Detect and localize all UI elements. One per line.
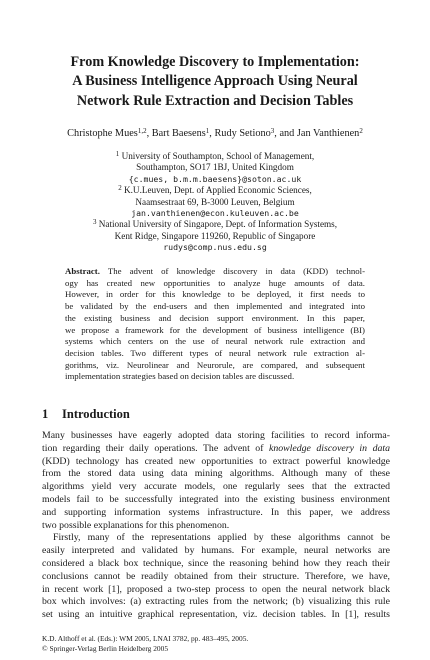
author-name: Bart Baesens — [151, 128, 206, 139]
author-affil-mark: 3 — [270, 127, 275, 135]
abstract — [65, 266, 365, 383]
affiliation-line — [40, 185, 390, 196]
abstract-line: ogy has created new opportunities to analyze huge amounts of data. — [65, 277, 365, 288]
author-separator: , — [209, 128, 215, 139]
abstract-line — [65, 266, 365, 278]
author-name: Jan Vanthienen — [296, 128, 360, 139]
body-line: box which involves: (a) extracting rules from the network; (b) visualizing this rule — [42, 596, 390, 608]
affiliation-text: K.U.Leuven, Dept. of Applied Economic Sciences, — [124, 185, 312, 196]
author-separator: , and — [274, 128, 297, 139]
section-title: Introduction — [62, 407, 130, 421]
body-line: and supporting information systems infrastructure. In this paper, we address — [42, 506, 390, 518]
affiliation-line — [40, 151, 390, 162]
abstract-line: we propose a framework for the development of business intelligence (BI) — [65, 324, 365, 335]
title-line: Network Rule Extraction and Decision Tables — [76, 92, 354, 109]
section-number: 1 — [42, 407, 49, 421]
title-line: A Business Intelligence Approach Using Neural — [72, 73, 358, 90]
abstract-line: systems which centers on the use of neural network rule extraction and — [65, 336, 365, 347]
body-line: two possible explanations for this phenomenon. — [42, 519, 230, 531]
abstract-text: The advent of knowledge discovery in data (KDD) technol- — [107, 266, 366, 276]
affiliation-mark: 1 — [115, 150, 120, 158]
author-name: Christophe Mues — [67, 128, 138, 139]
body-line: set using an intuitive graphical representation, viz. decision tables. In [1], results — [42, 609, 390, 621]
abstract-line: the existing business and decision support environment. In this paper, — [65, 312, 365, 323]
abstract-line: decision tables. Two different types of neural network rule extraction al- — [65, 347, 365, 358]
abstract-label: Abstract. — [65, 266, 100, 276]
author-affil-mark: 1,2 — [137, 127, 147, 135]
footer-line: K.D. Althoff et al. (Eds.): WM 2005, LNAI 3782, pp. 483–495, 2005. — [42, 634, 249, 643]
body-line: models fail to be successfully integrated into the existing business environment — [42, 493, 390, 505]
author-affil-mark: 2 — [359, 127, 363, 135]
footer-line: © Springer-Verlag Berlin Heidelberg 2005 — [42, 643, 169, 653]
abstract-line: implementation strategies based on decision tables are discussed. — [65, 371, 295, 382]
affiliation-mark: 2 — [118, 184, 122, 193]
affiliation-line: Southampton, SO17 1BJ, United Kingdom — [136, 162, 294, 173]
body-line: (KDD) technology has created new opportunities to extract powerful knowledge — [42, 455, 390, 467]
affiliation-line — [40, 219, 390, 230]
affiliation-mark: 3 — [92, 218, 97, 227]
section-heading — [42, 406, 130, 422]
abstract-line: However, in order for this knowledge to be deployed, it first needs to — [65, 289, 365, 300]
body-line: Firstly, many of the representations applied by these algorithms cannot be — [53, 532, 390, 544]
author-list — [20, 127, 410, 140]
affiliation-email: jan.vanthienen@econ.kuleuven.ac.be — [131, 208, 299, 219]
affiliation-line: Naamsestraat 69, B-3000 Leuven, Belgium — [135, 196, 295, 207]
body-line: considered a black box technique, since the reasoning behind how they reach their — [42, 557, 390, 569]
body-line: conclusions cannot be readily obtained from their structure. Therefore, we have, — [42, 570, 390, 582]
affiliation-email: {c.mues, b.m.m.baesens}@soton.ac.uk — [128, 173, 302, 184]
paper-title — [20, 53, 410, 111]
author-separator: , — [146, 128, 152, 139]
body-line: tion regarding their daily operations. The advent of knowledge discovery in data — [42, 442, 390, 454]
abstract-line: be validated by the end-users and then implemented and integrated into — [65, 301, 365, 312]
body-line: Many businesses have eagerly adopted data storing facilities to record informa- — [42, 430, 390, 441]
abstract-line: gorithms, viz. Neurolinear and Neurorule, are compared, and subsequent — [65, 359, 365, 370]
affiliation-line: Kent Ridge, Singapore 119260, Republic of Singapore — [114, 230, 316, 241]
body-text — [42, 430, 390, 622]
body-line: algorithms yield very accurate models, one regularly sees that the extracted — [42, 481, 390, 493]
author-affil-mark: 1 — [205, 127, 210, 135]
affiliation-text: University of Southampton, School of Management, — [121, 151, 315, 161]
body-line: in recent work [1], proposed a two-step process to open the neural network black — [42, 583, 390, 595]
footer-citation — [42, 634, 390, 653]
body-line: easily interpreted and validated by humans. For example, neural networks are — [42, 545, 390, 557]
title-line: From Knowledge Discovery to Implementation: — [70, 54, 360, 70]
body-line: from the stored data using data mining algorithms. Although many of these — [42, 468, 390, 480]
affiliations — [40, 151, 390, 254]
author-name: Rudy Setiono — [214, 128, 271, 139]
affiliation-email: rudys@comp.nus.edu.sg — [163, 242, 267, 253]
affiliation-text: National University of Singapore, Dept. of Information Systems, — [98, 219, 338, 230]
